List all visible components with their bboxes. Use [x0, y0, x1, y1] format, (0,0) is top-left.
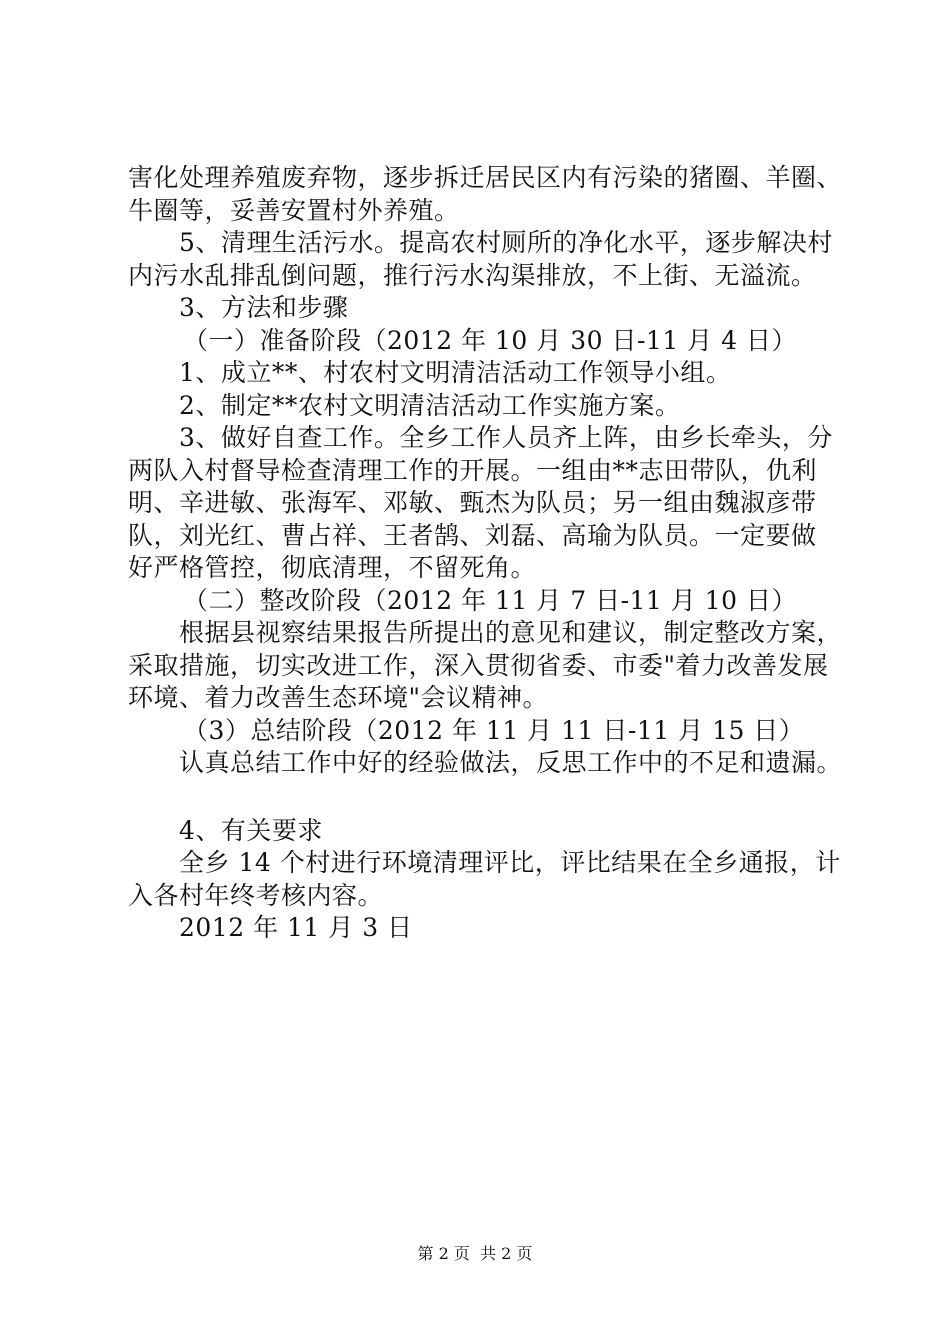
paragraph-line: 5、清理生活污水。提高农村厕所的净化水平，逐步解决村 — [179, 228, 833, 257]
paragraph-line: 牛圈等，妥善安置村外养殖。 — [128, 195, 460, 225]
paragraph-line: 入各村年终考核内容。 — [128, 880, 384, 910]
paragraph-line: 1、成立**、村农村文明清洁活动工作领导小组。 — [179, 358, 732, 387]
subsection-heading: （3）总结阶段（2012 年 11 月 11 日-11 月 15 日） — [183, 715, 805, 745]
paragraph-line: 明、辛进敏、张海军、邓敏、甄杰为队员；另一组由魏淑彦带 — [128, 488, 817, 517]
paragraph-line: 好严格管控，彻底清理，不留死角。 — [128, 553, 537, 582]
paragraph-line: 采取措施，切实改进工作，深入贯彻省委、市委"着力改善发展 — [128, 650, 829, 680]
paragraph-line: 根据县视察结果报告所提出的意见和建议，制定整改方案， — [179, 618, 843, 647]
paragraph-line: 环境、着力改善生态环境"会议精神。 — [128, 683, 549, 712]
paragraph-line: 认真总结工作中好的经验做法，反思工作中的不足和遗漏。 — [179, 748, 843, 777]
document-date: 2012 年 11 月 3 日 — [179, 913, 413, 942]
section-heading: 4、有关要求 — [179, 815, 323, 845]
paragraph-line: 3、做好自查工作。全乡工作人员齐上阵，由乡长牵头，分 — [179, 423, 833, 452]
paragraph-line: 全乡 14 个村进行环境清理评比，评比结果在全乡通报，计 — [179, 848, 841, 877]
paragraph-line: 队，刘光红、曹占祥、王者鹄、刘磊、高瑜为队员。一定要做 — [128, 520, 817, 550]
subsection-heading: （一）准备阶段（2012 年 10 月 30 日-11 月 4 日） — [183, 325, 797, 355]
paragraph-line: 害化处理养殖废弃物，逐步拆迁居民区内有污染的猪圈、羊圈、 — [128, 163, 843, 192]
paragraph-line: 2、制定**农村文明清洁活动工作实施方案。 — [179, 390, 681, 420]
paragraph-line: 内污水乱排乱倒问题，推行污水沟渠排放，不上街、无溢流。 — [128, 260, 817, 290]
section-heading: 3、方法和步骤 — [179, 293, 349, 322]
document-body — [128, 162, 843, 945]
blank-line — [128, 780, 838, 815]
paragraph-line: 两队入村督导检查清理工作的开展。一组由**志田带队，仇利 — [128, 455, 818, 485]
page-number-footer: 第 2 页 共 2 页 — [417, 1244, 533, 1263]
subsection-heading: （二）整改阶段（2012 年 11 月 7 日-11 月 10 日） — [183, 585, 797, 615]
